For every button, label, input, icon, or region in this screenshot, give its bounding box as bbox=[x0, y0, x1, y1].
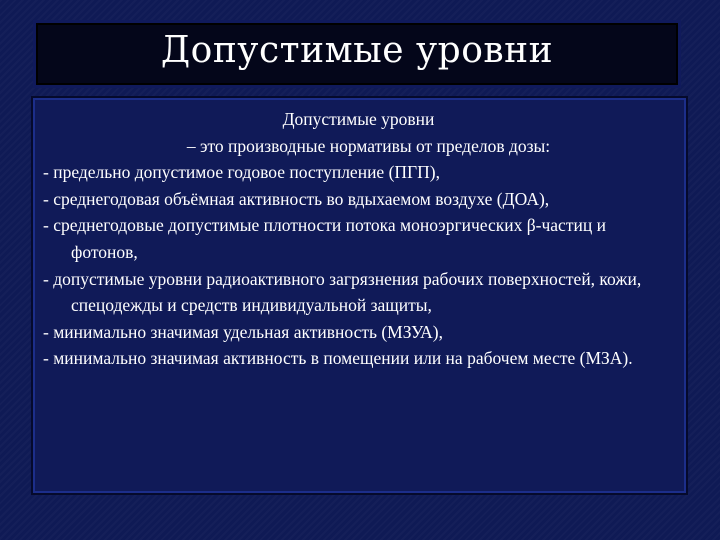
slide-title: Допустимые уровни bbox=[160, 29, 554, 71]
content-box bbox=[33, 98, 686, 493]
list-item: - среднегодовые допустимые плотности потока моноэргических β-частиц и фотонов, bbox=[43, 215, 606, 262]
list-item: - минимально значимая активность в помещении или на рабочем месте (МЗА). bbox=[43, 348, 633, 369]
list-item: - среднегодовая объёмная активность во вдыхаемом воздухе (ДОА), bbox=[43, 188, 550, 209]
list-item: - допустимые уровни радиоактивного загрязнения рабочих поверхностей, кожи, спецодежды и средств индивидуальной защиты, bbox=[43, 268, 642, 316]
title-box bbox=[33, 20, 681, 88]
content-definition: – это производные нормативы от пределов дозы: bbox=[186, 135, 551, 156]
content-heading: Допустимые уровни bbox=[282, 109, 435, 129]
list-item: - минимально значимая удельная активность (МЗУА), bbox=[43, 321, 443, 342]
list-item: - предельно допустимое годовое поступление (ПГП), bbox=[43, 162, 440, 183]
